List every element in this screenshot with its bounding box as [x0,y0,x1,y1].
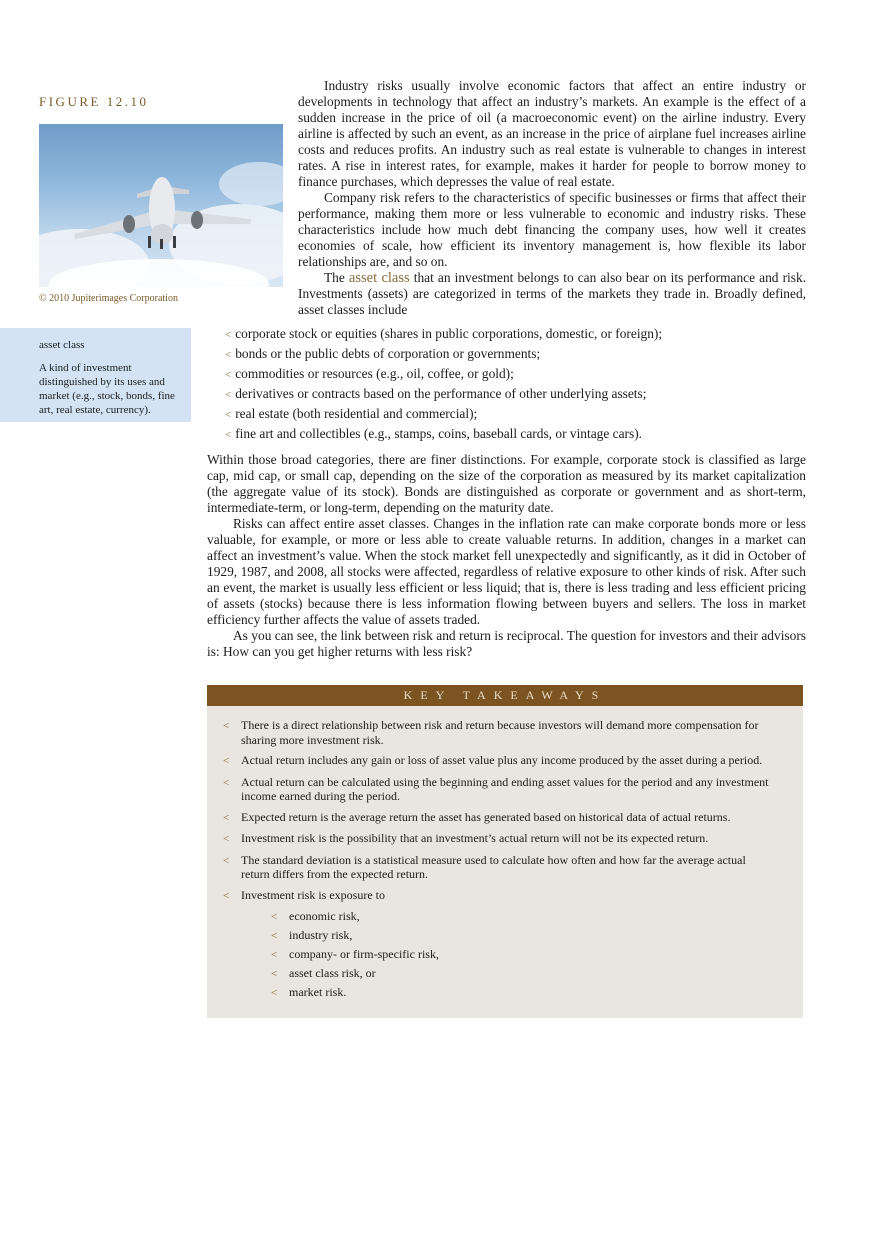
glossary-term: asset class [39,339,85,351]
list-item-text: Investment risk is exposure to [241,887,385,902]
list-item [225,404,805,424]
bullet-icon: < [223,755,230,767]
paragraph-asset-class [298,270,806,318]
sublist-item-text: market risk. [289,985,347,999]
list-item [223,811,773,826]
key-takeaways-box [207,685,803,1018]
sublist-item-text: company- or firm-specific risk, [289,947,439,961]
list-item [225,424,805,444]
list-item [225,384,805,404]
list-item [223,776,773,804]
airplane-illustration [39,124,283,287]
list-item-text: corporate stock or equities (shares in public corporations, domestic, or foreign); [235,326,663,341]
list-item-text: derivatives or contracts based on the performance of other underlying assets; [235,386,647,401]
bullet-icon: < [223,811,230,824]
bullet-icon: < [223,776,230,789]
paragraph-asset-class-risk: Risks can affect entire asset classes. Changes in the inflation rate can make corporate bonds more or less valuable, for example, or more or less able to create valuable returns. In addition, changes in a market can affect an investment’s value. When the stock market fell unexpectedly and significantly, as it did in October of 1929, 1987, and 2008, all stocks were affected, regardless of relative exposure to other kinds of risk. After such an event, the market is usually less efficient or less liquid; that is, there is less trading and less efficient pricing of assets (stocks) because there is less information flowing between buyers and sellers. The loss in market efficiency further affects the value of assets traded. [207,516,806,627]
paragraph-risk-return-link: As you can see, the link between risk and return is reciprocal. The question for investors and their advisors is: How can you get higher returns with less risk? [207,628,806,659]
sublist-item-text: asset class risk, or [289,966,376,980]
list-item-text: The standard deviation is a statistical measure used to calculate how often and how far the average actual return differs from the expected return. [241,852,746,881]
sublist-item [271,983,773,1002]
bullet-icon: < [225,329,232,341]
list-item [223,854,773,882]
bullet-icon: < [223,720,230,732]
sublist-item [271,964,773,983]
list-item-text: fine art and collectibles (e.g., stamps, coins, baseball cards, or vintage cars). [235,426,642,441]
list-item-text: bonds or the public debts of corporation or governments; [235,346,541,361]
glossary-definition: A kind of investment distinguished by its uses and market (e.g., stock, bonds, fine art, real estate, currency). [39,362,175,416]
list-item [225,324,805,344]
bullet-icon: < [225,429,232,441]
bullet-icon: < [225,369,232,381]
key-takeaways-list [207,706,803,1002]
bullet-icon: < [271,949,278,961]
list-item-text: Expected return is the average return the asset has generated based on historical data of actual returns. [241,809,731,824]
list-item [223,889,773,1003]
list-item [223,754,773,769]
paragraph-industry-risk: Industry risks usually involve economic factors that affect an entire industry or developments in technology that affect an industry’s markets. An example is the effect of a sudden increase in the price of oil (a macroeconomic event) on the airline industry. Every airline is affected by such an event, as an increase in the price of airplane fuel increases airline costs and reduces profits. An industry such as real estate is vulnerable to changes in interest rates. A rise in interest rates, for example, makes it harder for people to borrow money to finance purchases, which depresses the value of real estate. [298,78,806,189]
figure-credit: © 2010 Jupiterimages Corporation [39,293,178,304]
bullet-icon: < [223,854,230,867]
bullet-icon: < [225,349,232,361]
sublist-item [271,907,773,926]
sublist-item [271,945,773,964]
body-text-top [298,78,806,318]
bullet-icon: < [223,833,230,845]
list-item [223,719,773,747]
sublist-item-text: industry risk, [289,928,353,942]
asset-class-term-link[interactable]: asset class [348,270,410,286]
list-item [223,832,773,847]
paragraph-asset-class-post: that an investment belongs to can also bear on its performance and risk. Investments (assets) are categorized in terms of the markets they trade in. Broadly defined, asset classes include [298,270,806,317]
sublist-item [271,926,773,945]
bullet-icon: < [271,911,278,923]
risk-types-sublist [241,903,773,1002]
bullet-icon: < [223,889,230,902]
list-item-text: Investment risk is the possibility that an investment’s actual return will not be its expected return. [241,831,709,845]
bullet-icon: < [225,409,232,421]
list-item-text: There is a direct relationship between risk and return because investors will demand more compensation for sharing more investment risk. [241,718,759,747]
sublist-item-text: economic risk, [289,909,360,923]
list-item-text: Actual return can be calculated using the beginning and ending asset values for the period and any investment income earned during the period. [241,774,769,803]
list-item [225,364,805,384]
bullet-icon: < [271,930,278,942]
body-text-bottom [207,452,806,660]
list-item-text: commodities or resources (e.g., oil, coffee, or gold); [235,366,514,381]
bullet-icon: < [271,987,278,999]
list-item-text: Actual return includes any gain or loss of asset value plus any income produced by the asset during a period. [241,753,763,767]
key-takeaways-title: KEY TAKEAWAYS [207,685,803,706]
list-item [225,344,805,364]
list-item-text: real estate (both residential and commercial); [235,406,478,421]
asset-class-list [225,324,805,444]
bullet-icon: < [271,968,278,980]
figure-label: FIGURE 12.10 [39,94,149,109]
paragraph-asset-class-pre: The [324,270,349,285]
paragraph-company-risk: Company risk refers to the characteristics of specific businesses or firms that affect their performance, making them more or less vulnerable to economic and industry risks. These characteristics include how much debt financing the company uses, how well it creates economies of scale, how efficient its inventory management is, how flexible its labor relationships are, and so on. [298,190,806,269]
bullet-icon: < [225,389,232,401]
paragraph-finer-distinctions: Within those broad categories, there are finer distinctions. For example, corporate stock is classified as large cap, mid cap, or small cap, depending on the size of the corporation as measured by its market capitalization (the aggregate value of its stock). Bonds are distinguished as corporate or government and as short-term, intermediate-term, or long-term, depending on the maturity date. [207,452,806,515]
glossary-box [0,328,191,422]
airplane-photo [39,124,283,287]
